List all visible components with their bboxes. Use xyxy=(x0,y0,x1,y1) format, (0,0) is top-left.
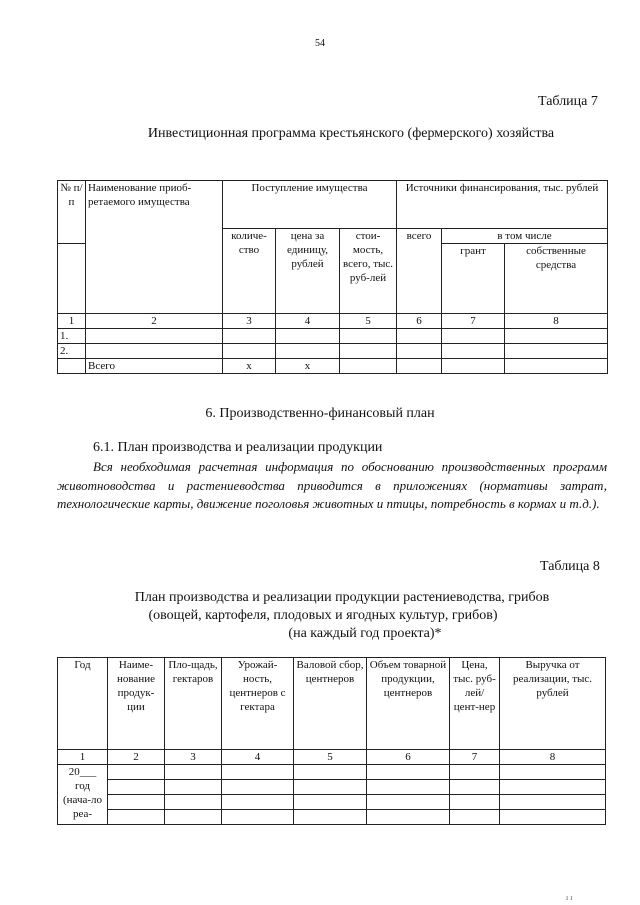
t7-header-price: цена за единицу, рублей xyxy=(276,229,340,314)
t7-col-number: 3 xyxy=(223,314,276,329)
section6-paragraph: Вся необходимая расчетная информация по обоснованию производственных программ животноводства и растениеводства приводится в приложениях (нормативы затрат, технологические карты, движение поголовья животных и птицы, потребность в кормах и т.д.). xyxy=(57,459,607,511)
table-row xyxy=(58,810,606,825)
table-row xyxy=(58,344,608,359)
t8-header-area: Пло-щадь, гектаров xyxy=(165,658,222,750)
table7-label: Таблица 7 xyxy=(538,94,598,109)
t7-header-qty: количе-ство xyxy=(223,229,276,314)
t7-header-cost: стои-мость, всего, тыс. руб-лей xyxy=(340,229,397,314)
table-row xyxy=(58,795,606,810)
table-row xyxy=(58,780,606,795)
t8-header-volume: Объем товарной продукции, центнеров xyxy=(367,658,450,750)
t7-total-label: Всего xyxy=(86,359,223,374)
t8-year-cell: 20___ год (нача-ло реа- xyxy=(58,765,108,825)
table8 xyxy=(57,657,606,825)
table-row xyxy=(58,329,608,344)
table8-title-line2: (овощей, картофеля, плодовых и ягодных культур, грибов) xyxy=(148,608,498,623)
t8-header-name: Наиме-нование продук-ции xyxy=(108,658,165,750)
t7-header-name: Наименование приоб-ретаемого имущества xyxy=(86,181,223,314)
t8-col-number: 3 xyxy=(165,750,222,765)
corner-mark: ı ı xyxy=(566,893,573,902)
t7-col-number: 5 xyxy=(340,314,397,329)
t7-header-receipt: Поступление имущества xyxy=(223,181,397,229)
table-row xyxy=(58,765,606,780)
t7-x-mark: x xyxy=(223,359,276,374)
t8-col-number: 5 xyxy=(294,750,367,765)
t7-header-no: № п/п xyxy=(58,181,86,244)
t8-col-number: 1 xyxy=(58,750,108,765)
t8-col-number: 7 xyxy=(450,750,500,765)
t8-header-row xyxy=(58,658,606,750)
t7-header-sources: Источники финансирования, тыс. рублей xyxy=(397,181,608,229)
t8-header-price: Цена, тыс. руб-лей/ цент-нер xyxy=(450,658,500,750)
t8-col-number: 6 xyxy=(367,750,450,765)
t7-header-own: собственные средства xyxy=(505,244,608,314)
table8-title-line3: (на каждый год проекта)* xyxy=(288,626,442,641)
t8-col-number: 2 xyxy=(108,750,165,765)
t8-header-revenue: Выручка от реализации, тыс. рублей xyxy=(500,658,606,750)
table8-title-line1: План производства и реализации продукции растениеводства, грибов xyxy=(134,590,550,605)
t7-header-total: всего xyxy=(397,229,442,314)
t7-header-incl: в том числе xyxy=(442,229,608,244)
t8-header-year: Год xyxy=(58,658,108,750)
t8-header-gross: Валовой сбор, центнеров xyxy=(294,658,367,750)
t7-col-number: 1 xyxy=(58,314,86,329)
t7-col-number: 2 xyxy=(86,314,223,329)
section6-subtitle: 6.1. План производства и реализации продукции xyxy=(93,440,383,455)
table7-title: Инвестиционная программа крестьянского (фермерского) хозяйства xyxy=(147,126,555,141)
t8-header-yield: Урожай-ность, центнеров с гектара xyxy=(222,658,294,750)
t7-col-number: 4 xyxy=(276,314,340,329)
t7-row-number: 1. xyxy=(58,329,86,344)
t8-col-number: 8 xyxy=(500,750,606,765)
table7 xyxy=(57,180,608,374)
page-number: 54 xyxy=(315,38,325,49)
t8-number-row xyxy=(58,750,606,765)
section6-title: 6. Производственно-финансовый план xyxy=(205,406,435,421)
t7-col-number: 7 xyxy=(442,314,505,329)
t7-header-no-empty xyxy=(58,244,86,314)
t7-number-row xyxy=(58,314,608,329)
t7-row-number: 2. xyxy=(58,344,86,359)
t7-col-number: 6 xyxy=(397,314,442,329)
t7-x-mark: x xyxy=(276,359,340,374)
t7-total-row xyxy=(58,359,608,374)
t7-col-number: 8 xyxy=(505,314,608,329)
table8-label: Таблица 8 xyxy=(540,559,600,574)
t7-header-grant: грант xyxy=(442,244,505,314)
t8-col-number: 4 xyxy=(222,750,294,765)
